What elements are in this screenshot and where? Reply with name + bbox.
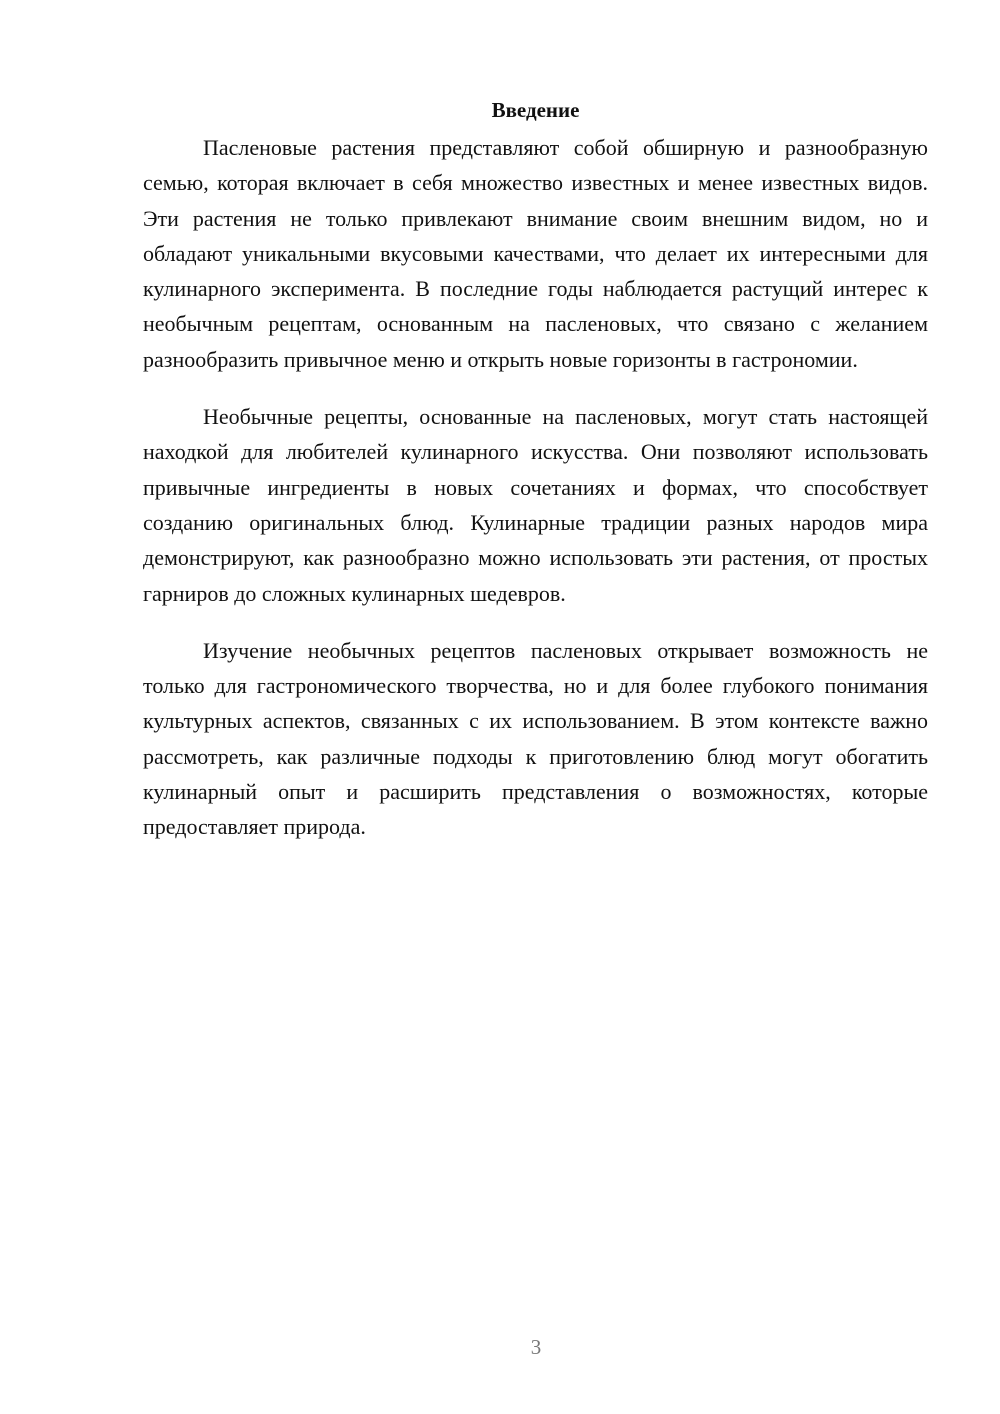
paragraph-3: Изучение необычных рецептов пасленовых открывает возможность не только для гастрономического творчества, но и для более глубокого понимания культурных аспектов, связанных с их использованием. В этом контексте важно рассмотреть, как различные подходы к приготовлению блюд могут обогатить кулинарный опыт и расширить представления о возможностях, которые предоставляет природа. (143, 637, 928, 840)
section-title: Введение (491, 98, 580, 122)
paragraph-1: Пасленовые растения представляют собой обширную и разнообразную семью, которая включает в себя множество известных и менее известных видов. Эти растения не только привлекают внимание своим внешним видом, но и обладают уникальными вкусовыми качествами, что делает их интересными для кулинарного эксперимента. В последние годы наблюдается растущий интерес к необычным рецептам, основанным на пасленовых, что связано с желанием разнообразить привычное меню и открыть новые горизонты в гастрономии. (143, 135, 928, 372)
page-body (143, 95, 928, 867)
paragraph-2: Необычные рецепты, основанные на пасленовых, могут стать настоящей находкой для любителей кулинарного искусства. Они позволяют использовать привычные ингредиенты в новых сочетаниях и формах, что способствует созданию оригинальных блюд. Кулинарные традиции разных народов мира демонстрируют, как разнообразно можно использовать эти растения, от простых гарниров до сложных кулинарных шедевров. (143, 404, 928, 606)
page-number: 3 (530, 1335, 542, 1359)
